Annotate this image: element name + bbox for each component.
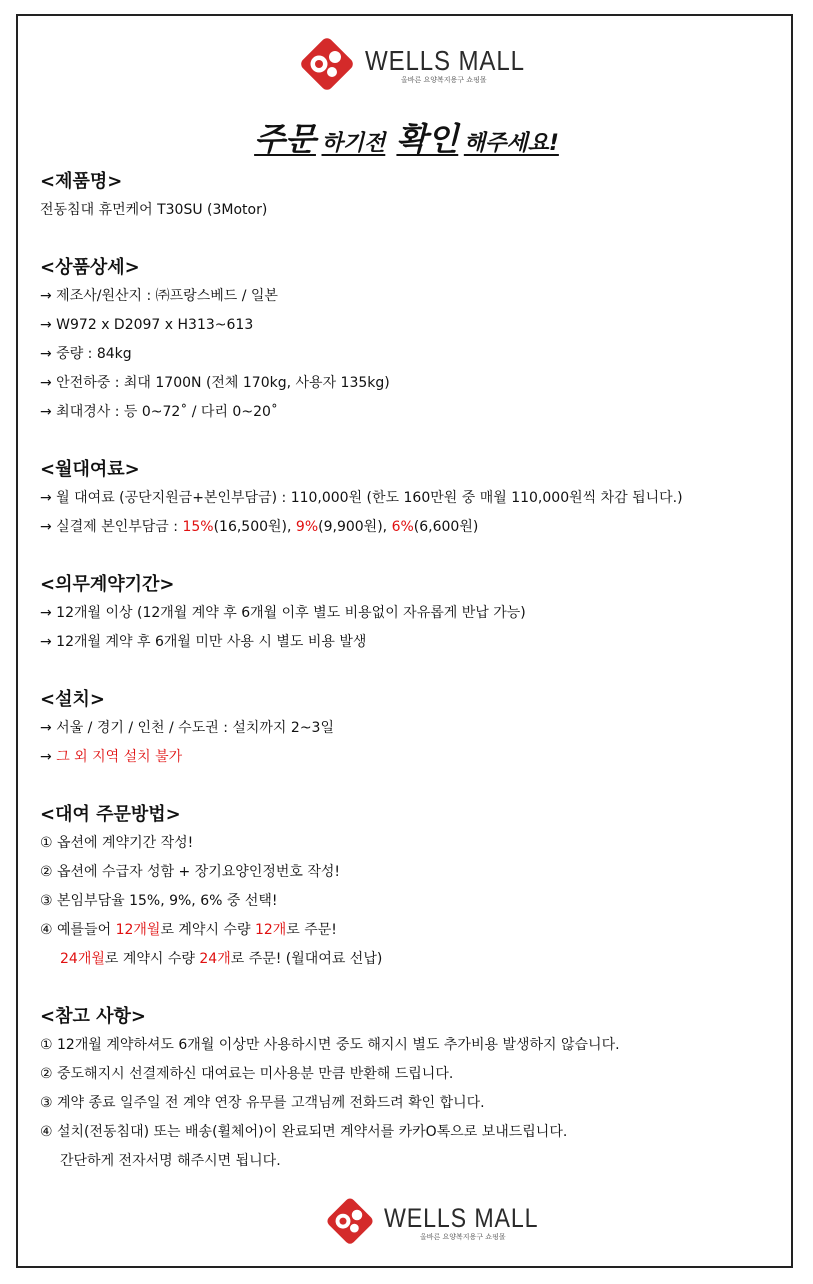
logo-bottom <box>322 1194 564 1250</box>
headline-part2: 하기전 <box>321 131 386 156</box>
headline-part1: 주문 <box>254 120 316 158</box>
order-step-4-text: 로 주문! <box>286 922 337 938</box>
install-other-region <box>40 743 780 772</box>
detail-item: → 최대경사 : 등 0~72˚ / 다리 0~20˚ <box>40 404 278 420</box>
section-title-order: <대여 주문방법> <box>40 804 181 825</box>
note-item: ④ 설치(전동침대) 또는 배송(휠체어)이 완료되면 계약서를 카카O톡으로 보내드립니다. <box>40 1124 568 1140</box>
logo-top <box>295 34 551 96</box>
section-title-details: <상품상세> <box>40 257 140 278</box>
detail-item: → 안전하중 : 최대 1700N (전체 170kg, 사용자 135kg) <box>40 375 390 391</box>
section-title-contract: <의무계약기간> <box>40 574 175 595</box>
detail-item: → 제조사/원산지 : ㈜프랑스베드 / 일본 <box>40 288 278 304</box>
install-arrow: → <box>40 749 57 765</box>
order-step-4-cont <box>40 945 780 974</box>
detail-item: → W972 x D2097 x H313~613 <box>40 317 254 333</box>
note-item: ③ 계약 종료 일주일 전 계약 연장 유무를 고객님께 전화드려 확인 합니다. <box>40 1095 485 1111</box>
copay-amount-9: (9,900원), <box>318 519 392 535</box>
note-item: ② 중도해지시 선결제하신 대여료는 미사용분 만큼 반환해 드립니다. <box>40 1066 454 1082</box>
rental-fee-copay <box>40 513 780 542</box>
order-step-1: ① 옵션에 계약기간 작성! <box>40 835 194 851</box>
headline-part4: 해주세요! <box>463 131 559 156</box>
headline <box>0 114 813 160</box>
copay-amount-15: (16,500원), <box>213 519 296 535</box>
order-24-qty: 24개 <box>199 951 231 967</box>
order-step-2: ② 옵션에 수급자 성함 + 장기요양인정번호 작성! <box>40 864 341 880</box>
order-step-3: ③ 본임부담율 15%, 9%, 6% 중 선택! <box>40 893 278 909</box>
product-name-value: 전동침대 휴먼케어 T30SU (3Motor) <box>40 202 268 218</box>
install-capital-area: → 서울 / 경기 / 인천 / 수도권 : 설치까지 2~3일 <box>40 720 334 736</box>
contract-item: → 12개월 이상 (12개월 계약 후 6개월 이후 별도 비용없이 자유롭게 반납 가능) <box>40 605 526 621</box>
copay-rate-9: 9% <box>295 519 319 535</box>
logo-tagline: 올바른 요양복지용구 쇼핑몰 <box>420 1232 506 1241</box>
contract-item: → 12개월 계약 후 6개월 미만 사용 시 별도 비용 발생 <box>40 634 367 650</box>
order-step-4-text: ④ 예를들어 <box>40 922 116 938</box>
copay-prefix: → 실결제 본인부담금 : <box>40 519 183 535</box>
order-24-months: 24개월 <box>60 951 105 967</box>
note-continuation: 간단하게 전자서명 해주시면 됩니다. <box>60 1153 281 1169</box>
install-unavailable: 그 외 지역 설치 불가 <box>56 749 183 765</box>
note-item: ① 12개월 계약하셔도 6개월 이상만 사용하시면 중도 해지시 별도 추가비용 발생하지 않습니다. <box>40 1037 620 1053</box>
section-title-rental-fee: <월대여료> <box>40 459 140 480</box>
order-step-4-cont-text: 로 주문! (월대여료 선납) <box>230 951 383 967</box>
copay-rate-6: 6% <box>391 519 414 535</box>
section-title-install: <설치> <box>40 689 105 710</box>
logo-name: WELLS MALL <box>384 1202 539 1233</box>
headline-part3: 확인 <box>396 120 459 158</box>
logo-name: WELLS MALL <box>365 44 525 76</box>
copay-rate-15: 15% <box>182 519 214 535</box>
copay-amount-6: (6,600원) <box>413 519 479 535</box>
section-title-notes: <참고 사항> <box>40 1006 146 1027</box>
rental-fee-monthly: → 월 대여료 (공단지원금+본인부담금) : 110,000원 (한도 160만원 중 매월 110,000원씩 차감 됩니다.) <box>40 490 683 506</box>
order-step-4-text: 로 계약시 수량 <box>160 922 255 938</box>
wells-mall-logo-icon <box>295 34 359 96</box>
info-content <box>40 168 780 1176</box>
order-step-4 <box>40 916 780 945</box>
detail-item: → 중량 : 84kg <box>40 346 132 362</box>
order-12-months: 12개월 <box>115 922 161 938</box>
order-step-4-cont-text: 로 계약시 수량 <box>104 951 200 967</box>
wells-mall-logo-icon <box>322 1194 378 1250</box>
logo-tagline: 올바른 요양복지용구 쇼핑몰 <box>401 75 487 84</box>
section-title-product-name: <제품명> <box>40 171 123 192</box>
order-12-qty: 12개 <box>254 922 287 938</box>
